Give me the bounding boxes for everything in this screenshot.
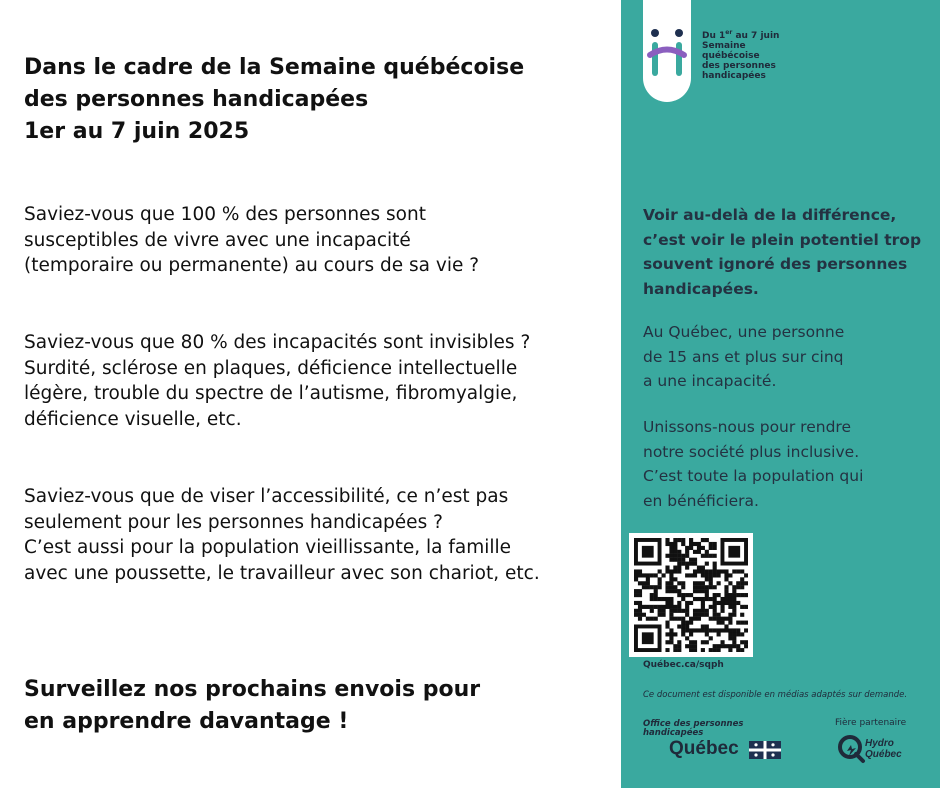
hydro-quebec-wordmark	[865, 738, 902, 760]
body-line: Unissons-nous pour rendre	[643, 418, 851, 436]
paragraph-line: susceptibles de vivre avec une incapacité	[24, 229, 411, 251]
event-label	[702, 28, 779, 81]
ophq-logo-text	[643, 720, 743, 738]
call-to-action	[24, 674, 480, 738]
event-line: Semaine	[702, 41, 746, 51]
panel-body-stat	[643, 320, 844, 394]
panel-headline	[643, 203, 921, 301]
hq-line: Hydro	[865, 738, 894, 749]
body-line: C’est toute la population qui	[643, 467, 864, 485]
title-line: Dans le cadre de la Semaine québécoise	[24, 55, 525, 80]
paragraph-80-percent	[24, 330, 530, 432]
paragraph-line: déficience visuelle, etc.	[24, 408, 242, 430]
ophq-line: Office des personnes	[643, 719, 744, 729]
paragraph-line: Saviez-vous que 100 % des personnes sont	[24, 204, 426, 225]
headline-line: handicapées.	[643, 279, 759, 298]
paragraph-line: légère, trouble du spectre de l’autisme, fibromyalgie,	[24, 383, 518, 404]
event-dates: Du 1er au 7 juin	[702, 29, 780, 41]
cta-line: Surveillez nos prochains envois pour	[24, 677, 481, 702]
title-line: des personnes handicapées	[24, 87, 369, 112]
body-line: en bénéficiera.	[643, 491, 759, 510]
body-line: notre société plus inclusive.	[643, 442, 860, 461]
url-link[interactable]: Québec.ca/sqph	[643, 660, 724, 670]
event-line: des personnes	[702, 61, 776, 71]
headline-line: c’est voir le plein potentiel trop	[643, 230, 922, 249]
sqph-logo-icon	[643, 0, 691, 102]
paragraph-line: Surdité, sclérose en plaques, déficience intellectuelle	[24, 357, 518, 379]
quebec-wordmark: Québec	[669, 738, 739, 759]
cta-line: en apprendre davantage !	[24, 709, 349, 734]
paragraph-line: seulement pour les personnes handicapées ?	[24, 511, 443, 533]
partner-label: Fière partenaire	[835, 718, 907, 728]
sqph-logo	[643, 0, 691, 102]
headline-line: Voir au-delà de la différence,	[643, 206, 897, 224]
qr-code-icon	[634, 538, 748, 652]
title-line: 1er au 7 juin 2025	[24, 119, 250, 144]
body-line: a une incapacité.	[643, 372, 777, 390]
paragraph-line: avec une poussette, le travailleur avec son chariot, etc.	[24, 562, 540, 584]
accessibility-note: Ce document est disponible en médias adaptés sur demande.	[643, 690, 908, 700]
event-line: handicapées	[702, 71, 766, 81]
page-title	[24, 52, 524, 148]
panel-body-call	[643, 415, 863, 513]
event-line: québécoise	[702, 51, 760, 61]
paragraph-line: Saviez-vous que 80 % des incapacités sont invisibles ?	[24, 332, 531, 353]
body-line: de 15 ans et plus sur cinq	[643, 347, 844, 366]
qr-code[interactable]	[629, 533, 753, 657]
ophq-line: handicapées	[643, 728, 704, 738]
headline-line: souvent ignoré des personnes	[643, 255, 908, 273]
body-line: Au Québec, une personne	[643, 323, 845, 341]
paragraph-line: C’est aussi pour la population vieillissante, la famille	[24, 537, 512, 558]
paragraph-100-percent	[24, 202, 479, 279]
hq-line: Québec	[865, 749, 902, 760]
paragraph-line: (temporaire ou permanente) au cours de sa vie ?	[24, 255, 480, 276]
info-panel	[621, 0, 940, 788]
hydro-quebec-logo-icon	[837, 734, 867, 764]
paragraph-accessibility	[24, 484, 540, 586]
paragraph-line: Saviez-vous que de viser l’accessibilité, ce n’est pas	[24, 486, 509, 507]
quebec-flag-icon	[749, 741, 781, 759]
